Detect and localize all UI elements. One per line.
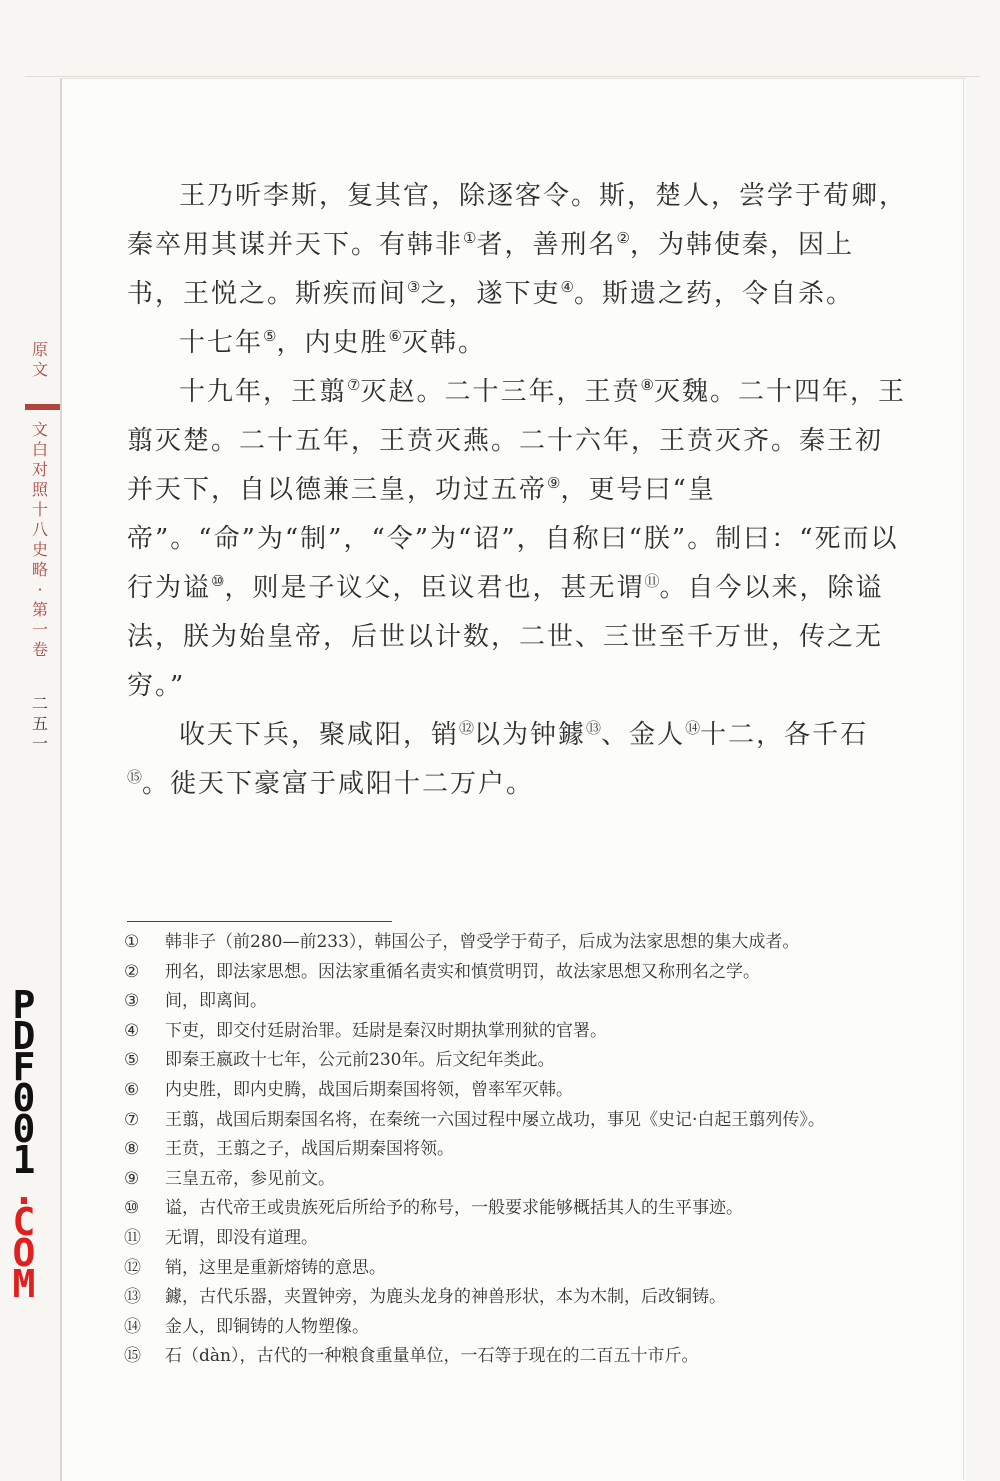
footnote-number: ⑪ [124, 1227, 141, 1248]
side-label-book-title [30, 420, 50, 660]
footnote-marker: ⑩ [211, 572, 225, 590]
text-run: 。自今以来，除谥法，朕为始皇帝，后世以计数，二世、三世至千万世，传之无穷。” [127, 573, 884, 701]
watermark-char: D [12, 1014, 36, 1058]
footnote-marker: ⑨ [547, 474, 561, 492]
footnote-marker: ④ [560, 278, 574, 296]
text-run: 、金人 [601, 720, 686, 750]
text-run: 。斯遗之药，令自杀。 [573, 279, 854, 309]
footnote-text: 即秦王嬴政十七年，公元前230年。后文纪年类此。 [165, 1050, 555, 1071]
footnote-text: 金人，即铜铸的人物塑像。 [165, 1316, 369, 1337]
footnote-text: 内史胜，即内史腾，战国后期秦国将领，曾率军灭韩。 [165, 1079, 573, 1100]
footnote-text: 石（dàn），古代的一种粮食重量单位，一石等于现在的二百五十市斤。 [165, 1346, 699, 1367]
text-run: ，则是子议父，臣议君也，甚无谓 [224, 573, 645, 603]
paragraph [127, 172, 907, 319]
side-label-char: 文 [31, 420, 48, 439]
footnote-rule [127, 921, 392, 922]
watermark-char: 0 [12, 1076, 36, 1120]
footnote [124, 1283, 904, 1313]
watermark-pdf001 [4, 983, 44, 1306]
watermark-prefix [4, 983, 44, 1182]
text-run: 王乃听李斯，复其官，除逐客令。斯，楚人，尝学于荀卿，秦卒用其谋并天下。有韩非 [127, 181, 908, 260]
footnote-number: ⑦ [124, 1109, 140, 1130]
paragraph [127, 368, 907, 711]
footnote-number: ⑭ [124, 1316, 141, 1337]
watermark-char: 0 [12, 1107, 36, 1151]
text-run: 。徙天下豪富于咸阳十二万户。 [142, 769, 535, 799]
footnote [124, 1046, 904, 1076]
footnote [124, 987, 904, 1017]
side-label-char: 史 [31, 540, 48, 559]
footnote [124, 1224, 904, 1254]
footnote-number: ② [124, 961, 140, 982]
footnote-text: 谥，古代帝王或贵族死后所给予的称号，一般要求能够概括其人的生平事迹。 [165, 1198, 743, 1219]
footnote-number: ⑨ [124, 1168, 140, 1189]
side-label-original [30, 340, 50, 380]
text-run: ，内史胜 [276, 328, 389, 358]
text-run: ，更号曰“皇帝”。“命”为“制”，“令”为“诏”，自称曰“朕”。制曰：“死而以行为谥 [127, 475, 899, 603]
footnote-text: 下吏，即交付廷尉治罪。廷尉是秦汉时期执掌刑狱的官署。 [165, 1020, 607, 1041]
footnote-number: ④ [124, 1020, 140, 1041]
page-number-char: 一 [31, 734, 48, 753]
watermark-char: P [12, 983, 36, 1027]
side-label-char: 对 [31, 460, 48, 479]
footnote-marker: ⑤ [263, 327, 277, 345]
footnote [124, 1342, 904, 1372]
footnote-marker: ⑫ [459, 719, 475, 737]
right-rule [963, 78, 964, 1480]
text-run: 十九年，王翦 [179, 377, 348, 407]
watermark-char: C [12, 1200, 36, 1244]
footnote-marker: ⑭ [685, 719, 701, 737]
paragraph [127, 711, 907, 809]
footnote-marker: ⑧ [640, 376, 654, 394]
text-run: 灭韩。 [401, 328, 486, 358]
footnote-text: 三皇五帝，参见前文。 [165, 1168, 335, 1189]
footnote-number: ⑤ [124, 1050, 140, 1071]
paragraph [127, 319, 907, 368]
footnote-marker: ③ [407, 278, 421, 296]
footnote [124, 928, 904, 958]
footnote-marker: ⑦ [347, 376, 361, 394]
top-rule [25, 76, 980, 77]
footnote [124, 1076, 904, 1106]
text-run: ，为韩使秦，因上书，王悦之。斯疾而间 [127, 230, 854, 309]
side-label-char: 十 [31, 500, 48, 519]
footnote [124, 1254, 904, 1284]
watermark-char: F [12, 1045, 36, 1089]
watermark-char: M [12, 1262, 36, 1306]
text-run: 十七年 [179, 328, 264, 358]
footnote [124, 1135, 904, 1165]
footnote-number: ① [124, 932, 140, 952]
page-number-char: 五 [31, 714, 48, 733]
footnote-text: 销，这里是重新熔铸的意思。 [165, 1257, 386, 1278]
footnote-text: 韩非子（前280—前233），韩国公子，曾受学于荀子，后成为法家思想的集大成者。 [165, 932, 800, 952]
side-label-char: 略 [31, 560, 48, 579]
side-label-char: 八 [31, 520, 48, 539]
side-label-char: 照 [31, 480, 48, 499]
watermark-char: . [12, 1169, 36, 1213]
side-label-char: 第 [31, 600, 48, 619]
main-text [127, 172, 907, 809]
page-number-char: 二 [31, 694, 48, 713]
footnote-marker: ⑥ [388, 327, 402, 345]
footnote [124, 958, 904, 988]
footnote-number: ③ [124, 991, 140, 1012]
footnote-number: ⑥ [124, 1079, 140, 1100]
footnote-marker: ⑪ [644, 572, 660, 590]
text-run: 灭赵。二十三年，王贲 [360, 377, 641, 407]
text-run: 之，遂下吏 [420, 279, 561, 309]
footnote-text: 鐻，古代乐器，夹置钟旁，为鹿头龙身的神兽形状，本为木制，后改铜铸。 [165, 1287, 726, 1308]
side-label-char: 原 [31, 340, 48, 359]
footnote-text: 无谓，即没有道理。 [165, 1227, 318, 1248]
footnotes [124, 928, 904, 1372]
footnote [124, 1194, 904, 1224]
text-run: 收天下兵，聚咸阳，销 [179, 720, 460, 750]
footnote-text: 王翦，战国后期秦国名将，在秦统一六国过程中屡立战功，事见《史记·白起王翦列传》。 [165, 1109, 825, 1130]
footnote-number: ⑧ [124, 1139, 140, 1160]
watermark-char: O [12, 1231, 36, 1275]
footnote-text: 间，即离间。 [165, 991, 267, 1012]
footnote-marker: ① [463, 229, 477, 247]
footnote [124, 1313, 904, 1343]
footnote-marker: ② [616, 229, 630, 247]
footnote-number: ⑩ [124, 1198, 140, 1219]
text-run: 者，善刑名 [476, 230, 617, 260]
watermark-suffix [4, 1169, 44, 1306]
side-label-char: · [37, 580, 43, 599]
footnote-marker: ⑮ [127, 768, 143, 786]
side-label-marker [25, 404, 60, 410]
text-run: 灭魏。二十四年，王翦灭楚。二十五年，王贲灭燕。二十六年，王贲灭齐。秦王初并天下，自以德兼三皇，功过五帝 [127, 377, 906, 505]
side-label-char: 一 [31, 620, 48, 639]
side-label-char: 白 [31, 440, 48, 459]
footnote-number: ⑮ [124, 1346, 141, 1367]
footnote [124, 1106, 904, 1136]
footnote [124, 1017, 904, 1047]
footnote [124, 1165, 904, 1195]
footnote-text: 刑名，即法家思想。因法家重循名责实和慎赏明罚，故法家思想又称刑名之学。 [165, 961, 760, 982]
text-run: 以为钟鐻 [474, 720, 587, 750]
footnote-number: ⑫ [124, 1257, 141, 1278]
footnote-number: ⑬ [124, 1287, 141, 1308]
footnote-text: 王贲，王翦之子，战国后期秦国将领。 [165, 1139, 454, 1160]
side-label-char: 文 [31, 360, 48, 379]
footnote-marker: ⑬ [586, 719, 602, 737]
text-run: 十二，各千石 [700, 720, 869, 750]
page-number [30, 694, 50, 754]
side-label-char: 卷 [31, 640, 48, 659]
watermark-char: 1 [12, 1138, 36, 1182]
